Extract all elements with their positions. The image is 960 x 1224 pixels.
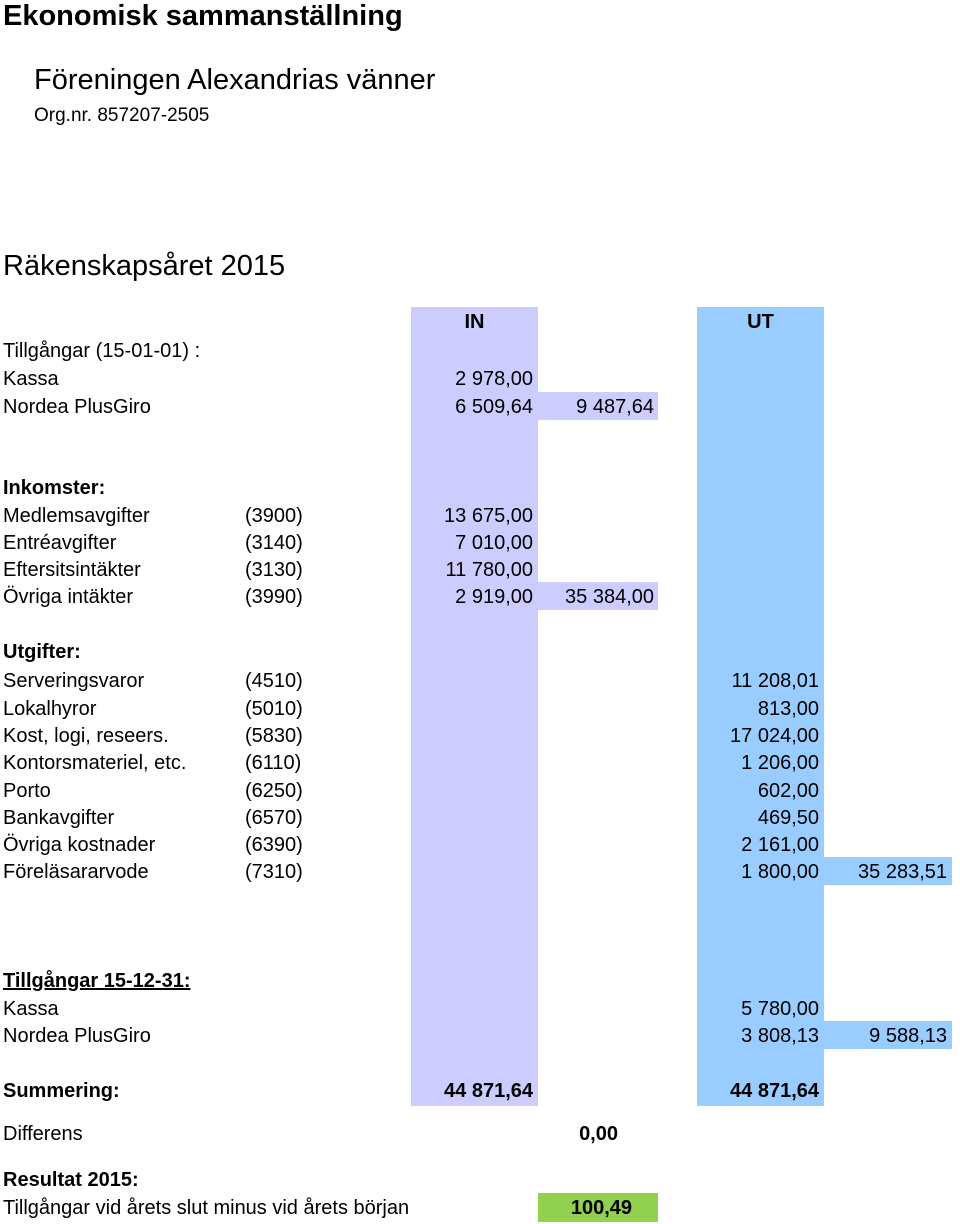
difference-value: 0,00 — [579, 1123, 618, 1145]
income-code: (3990) — [245, 586, 303, 608]
result-heading: Resultat 2015: — [3, 1169, 139, 1191]
expense-label: Bankavgifter — [3, 807, 115, 829]
expense-label: Lokalhyror — [3, 698, 97, 720]
income-code: (3130) — [245, 559, 303, 581]
expense-code: (7310) — [245, 861, 303, 883]
organization-number: Org.nr. 857207-2505 — [34, 105, 210, 126]
expense-ut: 1 206,00 — [741, 752, 819, 774]
expense-ut: 2 161,00 — [741, 834, 819, 856]
expense-code: (6390) — [245, 834, 303, 856]
summary-ut: 44 871,64 — [730, 1080, 819, 1102]
income-label: Övriga intäkter — [3, 586, 134, 608]
income-code: (3140) — [245, 532, 303, 554]
expense-code: (6110) — [245, 752, 302, 774]
expense-label: Porto — [3, 780, 51, 802]
income-code: (3900) — [245, 505, 303, 527]
income-label: Eftersitsintäkter — [3, 559, 141, 581]
in-column-header: IN — [464, 311, 485, 333]
result-value: 100,49 — [570, 1197, 632, 1219]
expense-label: Övriga kostnader — [3, 834, 156, 856]
ut-column-header: UT — [747, 311, 774, 333]
opening-assets-heading: Tillgångar (15-01-01) : — [3, 340, 201, 362]
closing-asset-ut: 5 780,00 — [741, 998, 819, 1020]
closing-assets-total: 9 588,13 — [869, 1025, 947, 1047]
expense-label: Föreläsararvode — [3, 861, 149, 883]
closing-asset-label: Kassa — [3, 998, 59, 1020]
expense-ut: 1 800,00 — [741, 861, 819, 883]
expense-code: (6570) — [245, 807, 303, 829]
expense-code: (5010) — [245, 698, 303, 720]
expense-ut: 602,00 — [757, 780, 819, 802]
expense-code: (4510) — [245, 670, 303, 692]
in-column-band — [411, 307, 538, 1106]
expense-code: (5830) — [245, 725, 303, 747]
closing-asset-ut: 3 808,13 — [741, 1025, 819, 1047]
organization-name: Föreningen Alexandrias vänner — [34, 64, 436, 96]
expense-label: Serveringsvaror — [3, 670, 145, 692]
income-in: 7 010,00 — [455, 532, 533, 554]
opening-asset-label: Kassa — [3, 368, 59, 390]
expense-ut: 11 208,01 — [731, 670, 819, 692]
closing-asset-label: Nordea PlusGiro — [3, 1025, 151, 1047]
difference-label: Differens — [3, 1123, 83, 1145]
income-label: Medlemsavgifter — [3, 505, 150, 527]
income-total: 35 384,00 — [565, 586, 654, 608]
expense-ut: 17 024,00 — [730, 725, 819, 747]
expense-ut: 813,00 — [757, 698, 819, 720]
income-in: 11 780,00 — [445, 559, 533, 581]
expense-code: (6250) — [245, 780, 303, 802]
result-label: Tillgångar vid årets slut minus vid årets början — [3, 1197, 410, 1219]
closing-assets-heading: Tillgångar 15-12-31: — [3, 970, 191, 992]
fiscal-year-heading: Räkenskapsåret 2015 — [3, 250, 286, 282]
summary-label: Summering: — [3, 1080, 120, 1102]
opening-asset-in: 2 978,00 — [455, 368, 533, 390]
income-in: 2 919,00 — [455, 586, 533, 608]
income-in: 13 675,00 — [444, 505, 533, 527]
expense-ut: 469,50 — [757, 807, 819, 829]
opening-asset-in: 6 509,64 — [455, 396, 533, 418]
expense-label: Kontorsmateriel, etc. — [3, 752, 187, 774]
income-label: Entréavgifter — [3, 532, 117, 554]
expenses-heading: Utgifter: — [3, 641, 81, 663]
income-heading: Inkomster: — [3, 477, 106, 499]
opening-assets-total: 9 487,64 — [576, 396, 654, 418]
expenses-total: 35 283,51 — [858, 861, 947, 883]
expense-label: Kost, logi, reseers. — [3, 725, 169, 747]
opening-asset-label: Nordea PlusGiro — [3, 396, 151, 418]
page-title: Ekonomisk sammanställning — [3, 0, 403, 32]
summary-in: 44 871,64 — [444, 1080, 533, 1102]
